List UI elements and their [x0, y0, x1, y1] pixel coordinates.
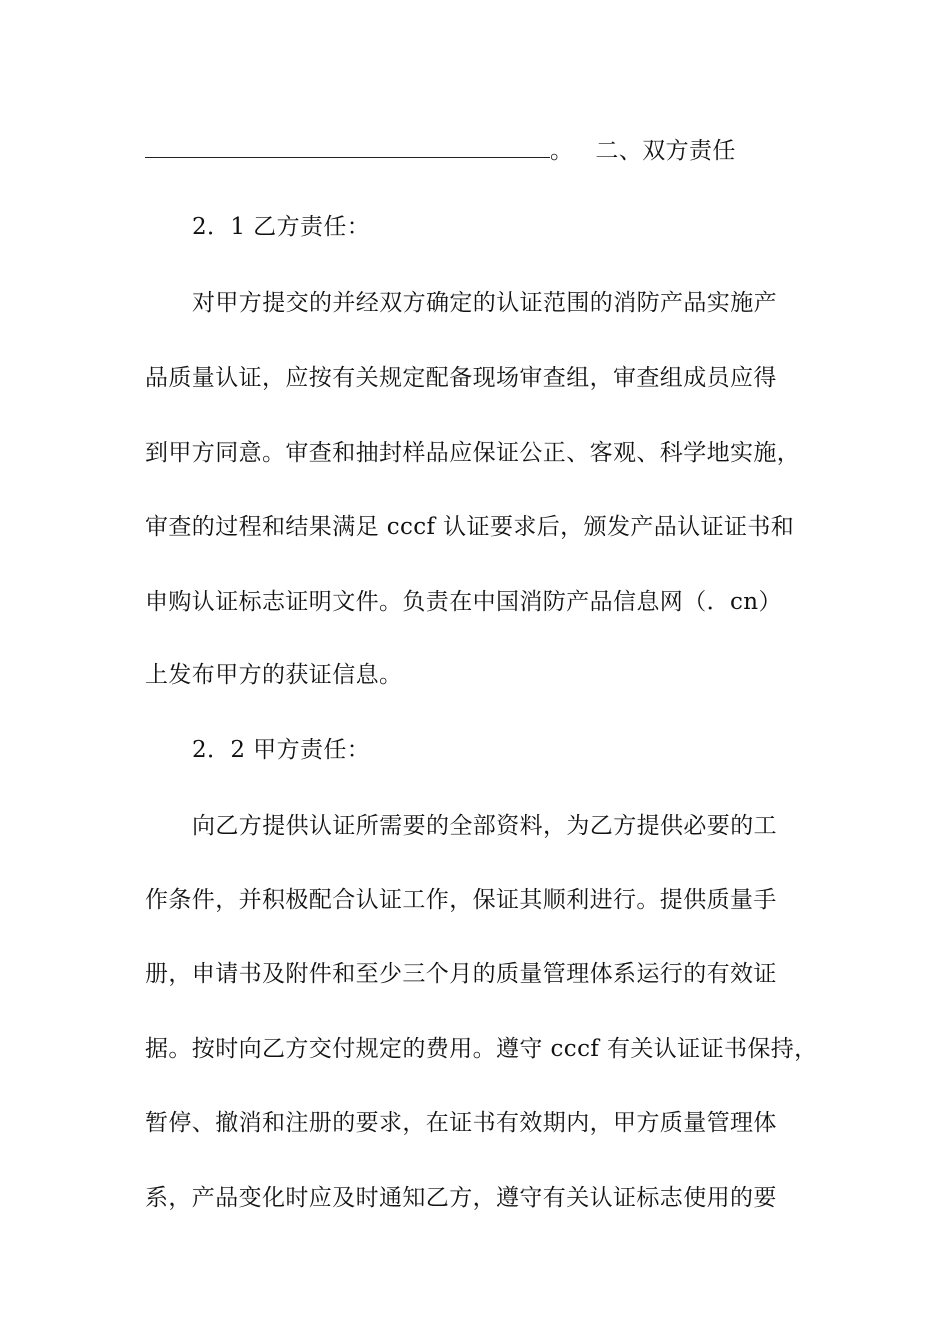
paragraph-2-line: 暂停、撤消和注册的要求，在证书有效期内，甲方质量管理体: [145, 1110, 777, 1136]
paragraph-1-line: 上发布甲方的获证信息。: [145, 662, 403, 688]
end-mark: 。: [550, 138, 574, 164]
subsection-2-1-heading: 2．1 乙方责任：: [192, 214, 371, 240]
paragraph-1-line: 品质量认证，应按有关规定配备现场审查组，审查组成员应得: [145, 365, 777, 391]
paragraph-1-line: 对甲方提交的并经双方确定的认证范围的消防产品实施产: [192, 290, 777, 316]
paragraph-2-line: 作条件，并积极配合认证工作，保证其顺利进行。提供质量手: [145, 887, 777, 913]
fill-blank: [145, 137, 550, 158]
section-heading-2: 二、双方责任: [595, 138, 736, 164]
paragraph-1-line: 到甲方同意。审查和抽封样品应保证公正、客观、科学地实施，: [145, 440, 801, 466]
paragraph-1-line: 审查的过程和结果满足 cccf 认证要求后，颁发产品认证证书和: [145, 514, 795, 540]
paragraph-1-line: 申购认证标志证明文件。负责在中国消防产品信息网（．cn）: [145, 589, 782, 615]
paragraph-2-line: 册，申请书及附件和至少三个月的质量管理体系运行的有效证: [145, 961, 777, 987]
paragraph-2-line: 向乙方提供认证所需要的全部资料，为乙方提供必要的工: [192, 813, 777, 839]
section-line-two: [145, 136, 845, 166]
paragraph-2-line: 据。按时向乙方交付规定的费用。遵守 cccf 有关认证证书保持，: [145, 1036, 818, 1062]
subsection-2-2-heading: 2．2 甲方责任：: [192, 737, 371, 763]
paragraph-2-line: 系，产品变化时应及时通知乙方，遵守有关认证标志使用的要: [145, 1185, 777, 1211]
